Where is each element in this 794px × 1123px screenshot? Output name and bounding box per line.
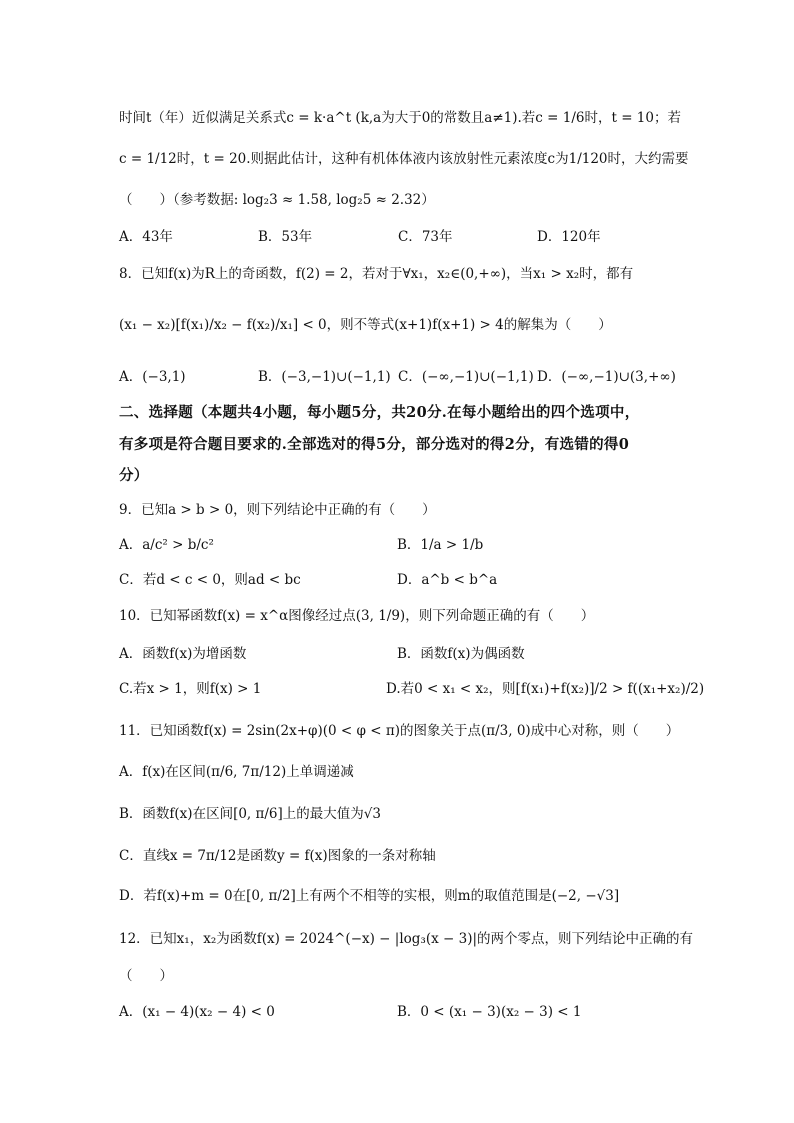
q11-option-b: B．函数f(x)在区间[0, π/6]上的最大值为√3 xyxy=(119,806,381,822)
q10-option-d: D.若0 < x₁ < x₂，则[f(x₁)+f(x₂)]/2 > f((x₁+x₂)/2) xyxy=(386,681,705,697)
section2-heading-line2: 有多项是符合题目要求的.全部选对的得5分，部分选对的得2分，有选错的得0 xyxy=(119,436,630,453)
q9-option-d: D．a^b < b^a xyxy=(397,572,498,588)
q9-stem: 9．已知a > b > 0，则下列结论中正确的有（ ） xyxy=(119,502,436,518)
q8-line2: (x₁ − x₂)[f(x₁)/x₂ − f(x₂)/x₁] < 0，则不等式(x+1)f(x+1) > 4的解集为（ ） xyxy=(119,317,612,333)
q11-option-c: C．直线x = 7π/12是函数y = f(x)图象的一条对称轴 xyxy=(119,848,436,864)
q7-option-b: B．53年 xyxy=(258,229,313,245)
q8-option-b: B．(−3,−1)∪(−1,1) xyxy=(258,369,391,385)
q9-option-b: B．1/a > 1/b xyxy=(397,537,484,553)
q9-option-c: C．若d < c < 0，则ad < bc xyxy=(119,572,301,588)
q11-option-a: A．f(x)在区间(π/6, 7π/12)上单调递减 xyxy=(119,764,354,780)
q8-option-d: D．(−∞,−1)∪(3,+∞) xyxy=(537,369,676,385)
q8-line1: 8．已知f(x)为R上的奇函数，f(2) = 2，若对于∀x₁，x₂∈(0,+∞)，当x₁ > x₂时，都有 xyxy=(119,266,634,282)
q12-option-b: B．0 < (x₁ − 3)(x₂ − 3) < 1 xyxy=(397,1004,582,1020)
q8-option-c: C．(−∞,−1)∪(−1,1) xyxy=(398,369,534,385)
q10-stem: 10．已知幂函数f(x) = x^α图像经过点(3, 1/9)，则下列命题正确的有（ ） xyxy=(119,608,595,624)
q10-option-c: C.若x > 1，则f(x) > 1 xyxy=(119,681,262,697)
q8-option-a: A．(−3,1) xyxy=(119,369,186,385)
q11-option-d: D．若f(x)+m = 0在[0, π/2]上有两个不相等的实根，则m的取值范围是(−2, −√3] xyxy=(119,888,620,904)
q7-option-a: A．43年 xyxy=(119,229,173,245)
q12-stem: 12．已知x₁，x₂为函数f(x) = 2024^(−x) − |log₃(x − 3)|的两个零点，则下列结论中正确的有 xyxy=(119,931,694,947)
q11-stem: 11．已知函数f(x) = 2sin(2x+φ)(0 < φ < π)的图象关于点(π/3, 0)成中心对称，则（ ） xyxy=(119,723,680,739)
q12-answer-paren: （ ） xyxy=(119,968,173,984)
q7-line2: c = 1/12时，t = 20.则据此估计，这种有机体体液内该放射性元素浓度c为1/120时，大约需要 xyxy=(119,151,689,167)
q10-option-a: A．函数f(x)为增函数 xyxy=(119,646,247,662)
q7-line3: （ ）（参考数据: log₂3 ≈ 1.58, log₂5 ≈ 2.32） xyxy=(119,192,435,208)
q12-option-a: A．(x₁ − 4)(x₂ − 4) < 0 xyxy=(119,1004,275,1020)
section2-heading-line3: 分） xyxy=(119,467,149,484)
q9-option-a: A．a/c² > b/c² xyxy=(119,537,214,553)
section2-heading-line1: 二、选择题（本题共4小题，每小题5分，共20分.在每小题给出的四个选项中， xyxy=(119,404,640,421)
q7-option-c: C．73年 xyxy=(398,229,453,245)
q7-option-d: D．120年 xyxy=(537,229,601,245)
q10-option-b: B．函数f(x)为偶函数 xyxy=(397,646,525,662)
q7-line1: 时间t（年）近似满足关系式c = k·a^t (k,a为大于0的常数且a≠1).若c = 1/6时，t = 10；若 xyxy=(119,110,681,126)
